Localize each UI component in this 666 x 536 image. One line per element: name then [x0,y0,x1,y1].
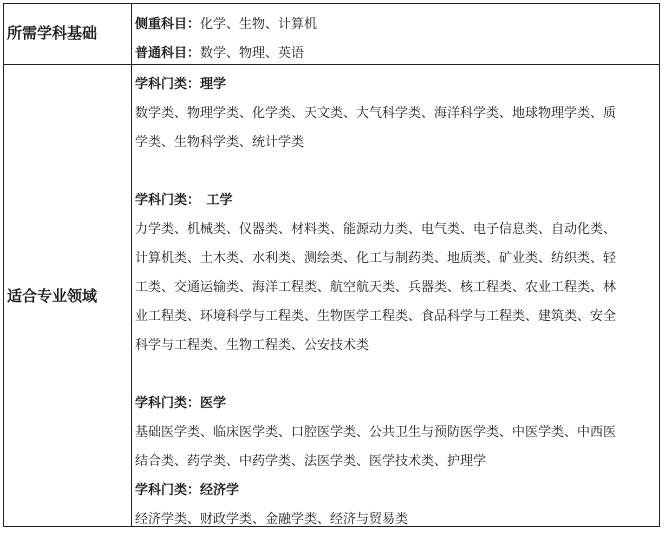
spacer [135,157,657,186]
general-subjects-key: 普通科目： [135,46,201,61]
suitable-fields-cell [135,70,657,534]
category-line: 学类、生物科学类、统计学类 [135,135,305,150]
category-line: 经济学类、财政学类、金融学类、经济与贸易类 [135,512,409,527]
column-divider [131,4,132,526]
category-heading-engineering: 学科门类： 工学 [135,193,233,208]
focus-subjects [135,10,655,39]
category-line: 力学类、机械类、仪器类、材料类、能源动力类、电气类、电子信息类、自动化类、 [135,222,617,237]
category-line: 计算机类、土木类、水利类、测绘类、化工与制药类、地质类、矿业类、纺织类、轻 [135,251,617,266]
category-line: 数学类、物理学类、化学类、天文类、大气科学类、海洋科学类、地球物理学类、质 [135,106,617,121]
general-subjects-value: 数学、物理、英语 [200,46,305,61]
subject-table [3,3,660,527]
category-heading-economics: 学科门类：经济学 [135,483,240,498]
category-line: 工类、交通运输类、海洋工程类、航空航天类、兵器类、核工程类、农业工程类、林 [135,280,617,295]
category-line: 业工程类、环境科学与工程类、生物医学工程类、食品科学与工程类、建筑类、安全 [135,309,617,324]
category-line: 科学与工程类、生物工程类、公安技术类 [135,338,370,353]
category-line: 结合类、药学类、中药学类、法医学类、医学技术类、护理学 [135,454,487,469]
subject-basis-cell [135,10,655,68]
focus-subjects-key: 侧重科目： [135,17,201,32]
category-heading-medicine: 学科门类：医学 [135,396,227,411]
focus-subjects-value: 化学、生物、计算机 [200,17,318,32]
category-line: 基础医学类、临床医学类、口腔医学类、公共卫生与预防医学类、中医学类、中西医 [135,425,617,440]
row-label-subject-basis: 所需学科基础 [7,24,98,42]
spacer [135,360,657,389]
row-label-suitable-fields: 适合专业领域 [7,287,98,305]
category-heading-science: 学科门类：理学 [135,77,227,92]
general-subjects [135,39,655,68]
